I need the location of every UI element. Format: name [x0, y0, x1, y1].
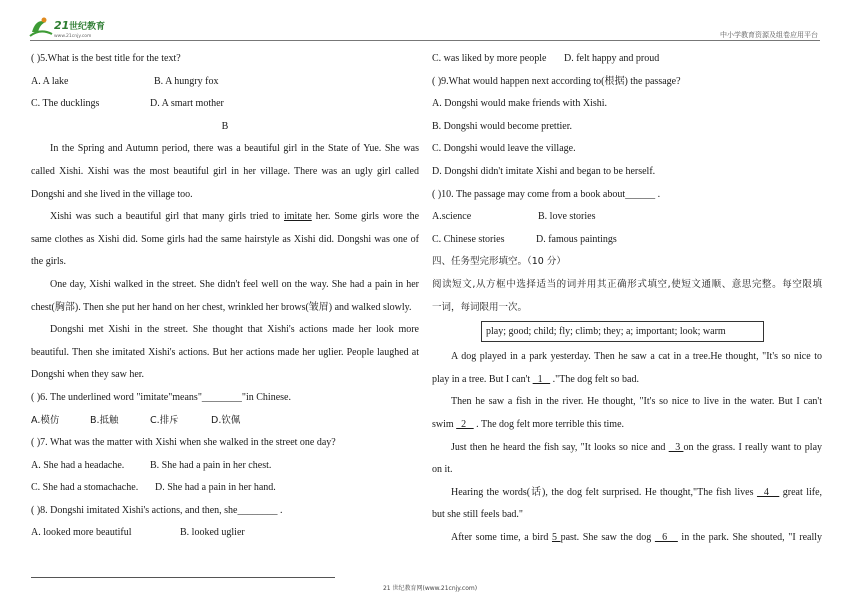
- svg-text:21: 21: [54, 19, 70, 32]
- q8-option-b: B. looked uglier: [180, 527, 245, 539]
- section-4-title: 四、任务型完形填空。（10 分）: [432, 256, 566, 268]
- q8-option-d: D. felt happy and proud: [564, 53, 660, 64]
- page-header: [0, 0, 860, 40]
- svg-text:www.21cnjy.com: www.21cnjy.com: [54, 34, 92, 39]
- q10-option-d: D. famous paintings: [536, 233, 617, 245]
- cloze-line: but she still feels bad.": [432, 509, 524, 521]
- blank-3[interactable]: 3: [668, 441, 684, 453]
- cloze-line: [432, 482, 822, 505]
- passage-b-line: chest(胸部). Then she put her hand on her chest, wrinkled her brows(皱眉) and walked slowly.: [31, 301, 412, 313]
- passage-b-line: Dongshi when they saw her.: [31, 369, 145, 381]
- q7-options-row2: [31, 477, 419, 500]
- q7-option-b: B. She had a pain in her chest.: [150, 459, 272, 471]
- question-5: ( )5.What is the best title for the text?: [31, 53, 181, 64]
- q5-option-a: A. A lake: [31, 75, 69, 87]
- q10-option-c: C. Chinese stories: [432, 233, 505, 245]
- cloze-line: Then he saw a fish in the river. He thought, "It's so nice to live in the water. But I can't: [451, 396, 822, 408]
- text-segment: Hearing the words(话), the dog felt surprised. He thought,"The fish lives: [451, 486, 757, 498]
- question-7: ( )7. What was the matter with Xishi when she walked in the street one day?: [31, 437, 336, 449]
- q10-options-row1: [432, 206, 822, 229]
- q6-option-b: B.抵触: [90, 414, 119, 426]
- q10-options-row2: [432, 229, 822, 252]
- question-10: ( )10. The passage may come from a book about______ .: [432, 188, 661, 200]
- q8-options-row2: [432, 48, 822, 71]
- q7-options-row1: [31, 455, 419, 478]
- section-b-heading: B: [221, 120, 229, 132]
- q5-options-row1: [31, 71, 419, 94]
- text-segment: past. She saw the dog: [560, 531, 655, 543]
- footer-divider: [31, 577, 335, 578]
- text-segment: ."The dog felt so bad.: [550, 373, 639, 385]
- cloze-line: [432, 527, 822, 550]
- blank-1[interactable]: 1: [532, 373, 551, 385]
- q9-option-d: D. Dongshi didn't imitate Xishi and began to be herself.: [432, 165, 656, 177]
- passage-b-line: One day, Xishi walked in the street. She didn't feel well on the way. She had a pain in her: [50, 278, 419, 290]
- passage-b-line: beautiful. Then she imitated Xishi's actions. But her actions made her uglier. People laughed at: [31, 346, 419, 358]
- passage-b-line: Dongshi and she lived in the village too.: [31, 188, 193, 200]
- cloze-line: on it.: [432, 464, 453, 476]
- q5-options-row2: [31, 93, 419, 116]
- passage-b-line: the girls.: [31, 256, 66, 268]
- q9-option-b: B. Dongshi would become prettier.: [432, 120, 572, 132]
- q7-option-c: C. She had a stomachache.: [31, 482, 139, 494]
- q6-option-a: A.模仿: [31, 414, 60, 426]
- q5-option-b: B. A hungry fox: [154, 75, 219, 87]
- passage-b-line: [31, 206, 419, 229]
- text-segment: on the grass. I really want to play: [683, 441, 822, 453]
- underlined-word-imitate: imitate: [283, 211, 312, 223]
- site-logo: [28, 14, 120, 40]
- text-segment: Just then he heard the fish say, "It looks so nice and: [451, 441, 669, 453]
- question-9: ( )9.What would happen next according to(根据) the passage?: [432, 75, 681, 87]
- cloze-line: [432, 437, 822, 460]
- text-segment: play in a tree. But I can't: [432, 373, 533, 385]
- q8-options-row1: [31, 522, 419, 545]
- text-segment: Xishi was such a beautiful girl that many girls tried to: [50, 211, 284, 223]
- left-column: [31, 48, 419, 545]
- q8-option-a: A. looked more beautiful: [31, 527, 132, 539]
- text-segment: After some time, a bird: [451, 531, 552, 543]
- q10-option-b: B. love stories: [538, 211, 596, 223]
- question-6: ( )6. The underlined word "imitate"means"________"in Chinese.: [31, 391, 291, 403]
- passage-b-line: Dongshi met Xishi in the street. She thought that Xishi's actions made her look more: [50, 324, 419, 336]
- passage-b-line: same clothes as Xishi did. Some girls had the same hairstyle as Xishi did. Dongshi was one of: [31, 233, 419, 245]
- footer-site-text: 21 世纪教育网(www.21cnjy.com): [382, 585, 478, 592]
- blank-2[interactable]: 2: [456, 418, 474, 430]
- q7-option-a: A. She had a headache.: [31, 459, 125, 471]
- header-divider: [30, 40, 820, 41]
- question-8: ( )8. Dongshi imitated Xishi's actions, and then, she________ .: [31, 504, 283, 516]
- passage-b-line: called Xishi. Xishi was the most beautiful girl in her village. There was an ugly girl called: [31, 165, 419, 177]
- section-4-instructions: 阅读短文,从方框中选择适当的词并用其正确形式填空,使短文通顺、意思完整。每空限填: [432, 278, 822, 290]
- q7-option-d: D. She had a pain in her hand.: [155, 482, 276, 494]
- cloze-line: [432, 414, 822, 437]
- svg-text:世纪教育: 世纪教育: [69, 22, 106, 32]
- q9-option-a: A. Dongshi would make friends with Xishi.: [432, 98, 607, 110]
- q8-option-c: C. was liked by more people: [432, 53, 547, 64]
- cloze-line: [432, 369, 822, 392]
- q10-option-a: A.science: [432, 211, 472, 223]
- word-bank-box: play; good; child; fly; climb; they; a; important; look; warm: [481, 321, 764, 342]
- platform-name: 中小学教育资源及组卷应用平台: [720, 31, 818, 39]
- text-segment: her. Some girls wore the: [311, 211, 419, 223]
- q6-option-d: D.钦佩: [211, 414, 241, 426]
- right-column: [432, 48, 822, 549]
- q6-options: [31, 410, 419, 433]
- q6-option-c: C.排斥: [150, 414, 179, 426]
- text-segment: . The dog felt more terrible this time.: [473, 418, 625, 430]
- text-segment: great life,: [779, 486, 822, 498]
- blank-6[interactable]: 6: [654, 531, 678, 543]
- cloze-line: A dog played in a park yesterday. Then he saw a cat in a tree.He thought, "It's so nice to: [451, 351, 822, 363]
- passage-b-line: In the Spring and Autumn period, there was a beautiful girl in the State of Yue. She was: [50, 143, 419, 155]
- blank-5[interactable]: 5: [551, 531, 561, 543]
- section-4-instructions: 一词，每词限用一次。: [432, 301, 528, 313]
- blank-4[interactable]: 4: [756, 486, 780, 498]
- q5-option-c: C. The ducklings: [31, 98, 100, 110]
- q5-option-d: D. A smart mother: [150, 98, 224, 110]
- text-segment: in the park. She shouted, "I really: [677, 531, 822, 543]
- q9-option-c: C. Dongshi would leave the village.: [432, 143, 576, 155]
- text-segment: swim: [432, 418, 457, 430]
